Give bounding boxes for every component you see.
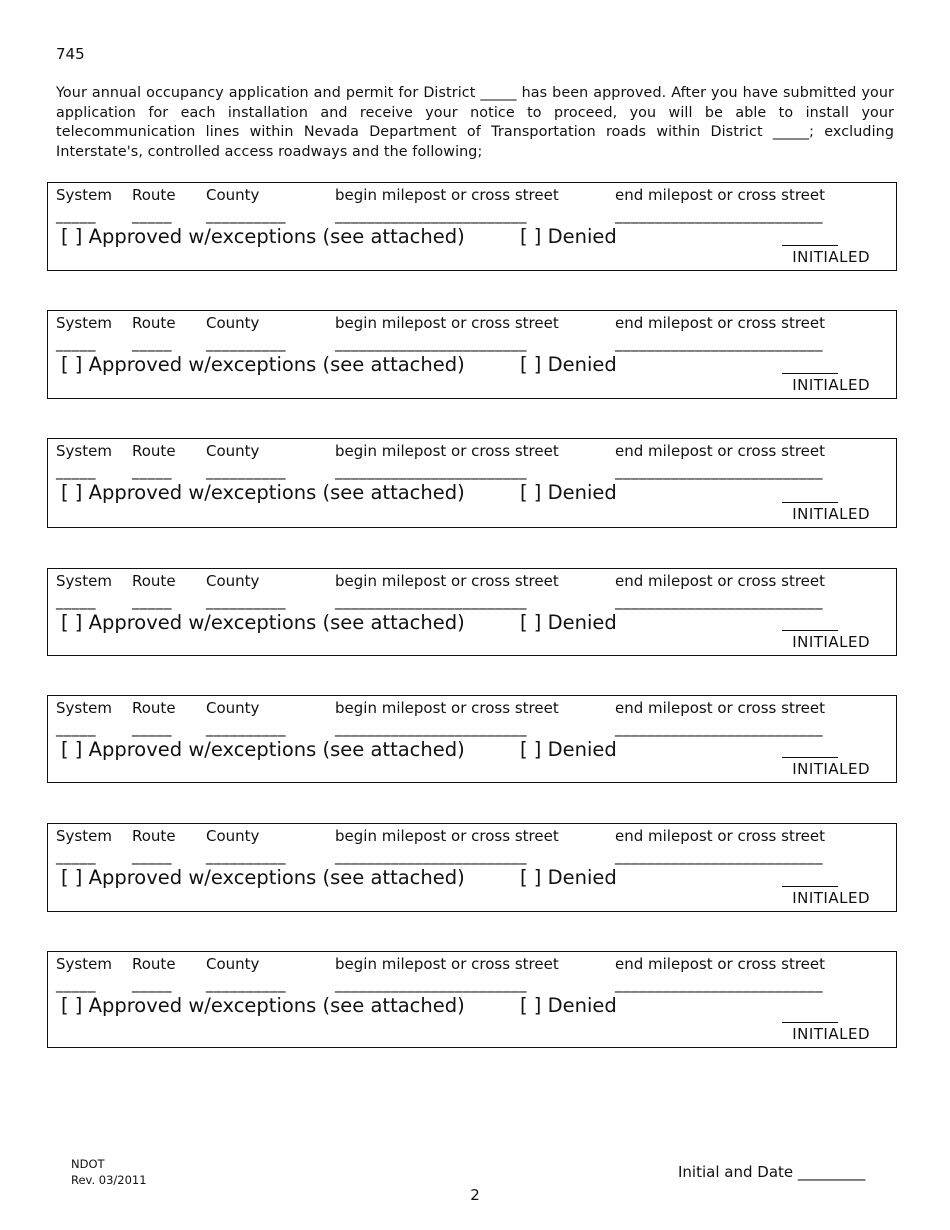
begin-field[interactable]: ________________________: [335, 206, 527, 224]
end-label: end milepost or cross street: [615, 186, 826, 204]
permit-entry-box: [47, 568, 897, 656]
begin-label: begin milepost or cross street: [335, 827, 559, 845]
permit-entry-box: [47, 310, 897, 399]
end-field[interactable]: __________________________: [615, 462, 823, 480]
denied-checkbox[interactable]: [ ] Denied: [520, 611, 617, 634]
denied-checkbox[interactable]: [ ] Denied: [520, 481, 617, 504]
system-field[interactable]: _____: [56, 462, 96, 480]
county-label: County: [206, 955, 260, 973]
begin-label: begin milepost or cross street: [335, 955, 559, 973]
initial-line[interactable]: [782, 1022, 838, 1023]
footer-left: [71, 1156, 147, 1188]
approved-with-exceptions-checkbox[interactable]: [ ] Approved w/exceptions (see attached): [61, 866, 465, 889]
county-field[interactable]: __________: [206, 847, 286, 865]
county-field[interactable]: __________: [206, 462, 286, 480]
system-label: System: [56, 186, 112, 204]
begin-label: begin milepost or cross street: [335, 314, 559, 332]
county-label: County: [206, 314, 260, 332]
approved-with-exceptions-checkbox[interactable]: [ ] Approved w/exceptions (see attached): [61, 225, 465, 248]
page-number: 2: [470, 1186, 480, 1204]
route-label: Route: [132, 699, 176, 717]
approved-with-exceptions-checkbox[interactable]: [ ] Approved w/exceptions (see attached): [61, 994, 465, 1017]
system-field[interactable]: _____: [56, 719, 96, 737]
end-label: end milepost or cross street: [615, 827, 826, 845]
system-label: System: [56, 955, 112, 973]
initial-line[interactable]: [782, 630, 838, 631]
route-field[interactable]: _____: [132, 206, 172, 224]
county-label: County: [206, 699, 260, 717]
initialed-label: INITIALED: [792, 248, 870, 266]
permit-entry-box: [47, 823, 897, 912]
begin-label: begin milepost or cross street: [335, 442, 559, 460]
route-field[interactable]: _____: [132, 847, 172, 865]
system-field[interactable]: _____: [56, 206, 96, 224]
denied-checkbox[interactable]: [ ] Denied: [520, 353, 617, 376]
begin-field[interactable]: ________________________: [335, 592, 527, 610]
approved-with-exceptions-checkbox[interactable]: [ ] Approved w/exceptions (see attached): [61, 738, 465, 761]
system-field[interactable]: _____: [56, 592, 96, 610]
begin-field[interactable]: ________________________: [335, 462, 527, 480]
end-field[interactable]: __________________________: [615, 719, 823, 737]
route-field[interactable]: _____: [132, 462, 172, 480]
begin-field[interactable]: ________________________: [335, 719, 527, 737]
initialed-label: INITIALED: [792, 376, 870, 394]
end-field[interactable]: __________________________: [615, 975, 823, 993]
end-label: end milepost or cross street: [615, 699, 826, 717]
route-field[interactable]: _____: [132, 592, 172, 610]
end-label: end milepost or cross street: [615, 442, 826, 460]
initialed-label: INITIALED: [792, 760, 870, 778]
end-label: end milepost or cross street: [615, 572, 826, 590]
county-field[interactable]: __________: [206, 592, 286, 610]
approved-with-exceptions-checkbox[interactable]: [ ] Approved w/exceptions (see attached): [61, 353, 465, 376]
system-field[interactable]: _____: [56, 847, 96, 865]
system-label: System: [56, 442, 112, 460]
county-label: County: [206, 186, 260, 204]
footer-agency: NDOT: [71, 1157, 105, 1171]
end-field[interactable]: __________________________: [615, 847, 823, 865]
system-label: System: [56, 314, 112, 332]
end-label: end milepost or cross street: [615, 314, 826, 332]
initialed-label: INITIALED: [792, 1025, 870, 1043]
initial-line[interactable]: [782, 886, 838, 887]
begin-label: begin milepost or cross street: [335, 699, 559, 717]
county-field[interactable]: __________: [206, 206, 286, 224]
footer-revision: Rev. 03/2011: [71, 1173, 147, 1187]
initial-line[interactable]: [782, 502, 838, 503]
initialed-label: INITIALED: [792, 889, 870, 907]
begin-field[interactable]: ________________________: [335, 847, 527, 865]
county-field[interactable]: __________: [206, 719, 286, 737]
permit-entry-box: [47, 182, 897, 271]
begin-label: begin milepost or cross street: [335, 186, 559, 204]
route-field[interactable]: _____: [132, 334, 172, 352]
initial-and-date[interactable]: Initial and Date _________: [678, 1163, 866, 1181]
begin-field[interactable]: ________________________: [335, 975, 527, 993]
system-field[interactable]: _____: [56, 334, 96, 352]
end-field[interactable]: __________________________: [615, 592, 823, 610]
route-label: Route: [132, 442, 176, 460]
initial-line[interactable]: [782, 757, 838, 758]
county-label: County: [206, 442, 260, 460]
denied-checkbox[interactable]: [ ] Denied: [520, 738, 617, 761]
form-code: 745: [56, 45, 85, 63]
denied-checkbox[interactable]: [ ] Denied: [520, 994, 617, 1017]
begin-label: begin milepost or cross street: [335, 572, 559, 590]
route-label: Route: [132, 827, 176, 845]
system-label: System: [56, 827, 112, 845]
county-field[interactable]: __________: [206, 334, 286, 352]
route-label: Route: [132, 314, 176, 332]
initial-line[interactable]: [782, 245, 838, 246]
denied-checkbox[interactable]: [ ] Denied: [520, 866, 617, 889]
county-label: County: [206, 827, 260, 845]
initial-line[interactable]: [782, 373, 838, 374]
end-field[interactable]: __________________________: [615, 206, 823, 224]
route-field[interactable]: _____: [132, 975, 172, 993]
approved-with-exceptions-checkbox[interactable]: [ ] Approved w/exceptions (see attached): [61, 611, 465, 634]
route-field[interactable]: _____: [132, 719, 172, 737]
permit-entry-box: [47, 695, 897, 783]
initialed-label: INITIALED: [792, 505, 870, 523]
county-label: County: [206, 572, 260, 590]
denied-checkbox[interactable]: [ ] Denied: [520, 225, 617, 248]
initialed-label: INITIALED: [792, 633, 870, 651]
system-field[interactable]: _____: [56, 975, 96, 993]
permit-entry-box: [47, 951, 897, 1048]
begin-field[interactable]: ________________________: [335, 334, 527, 352]
permit-entry-box: [47, 438, 897, 528]
route-label: Route: [132, 955, 176, 973]
end-field[interactable]: __________________________: [615, 334, 823, 352]
county-field[interactable]: __________: [206, 975, 286, 993]
end-label: end milepost or cross street: [615, 955, 826, 973]
intro-paragraph: Your annual occupancy application and permit for District _____ has been approved. After you have submitted your application for each installation and receive your notice to proceed, you will be able to install your telecommunication lines within Nevada Department of Transportation roads within District _____; excluding Interstate's, controlled access roadways and the following;: [56, 85, 894, 160]
route-label: Route: [132, 186, 176, 204]
route-label: Route: [132, 572, 176, 590]
system-label: System: [56, 699, 112, 717]
system-label: System: [56, 572, 112, 590]
approved-with-exceptions-checkbox[interactable]: [ ] Approved w/exceptions (see attached): [61, 481, 465, 504]
